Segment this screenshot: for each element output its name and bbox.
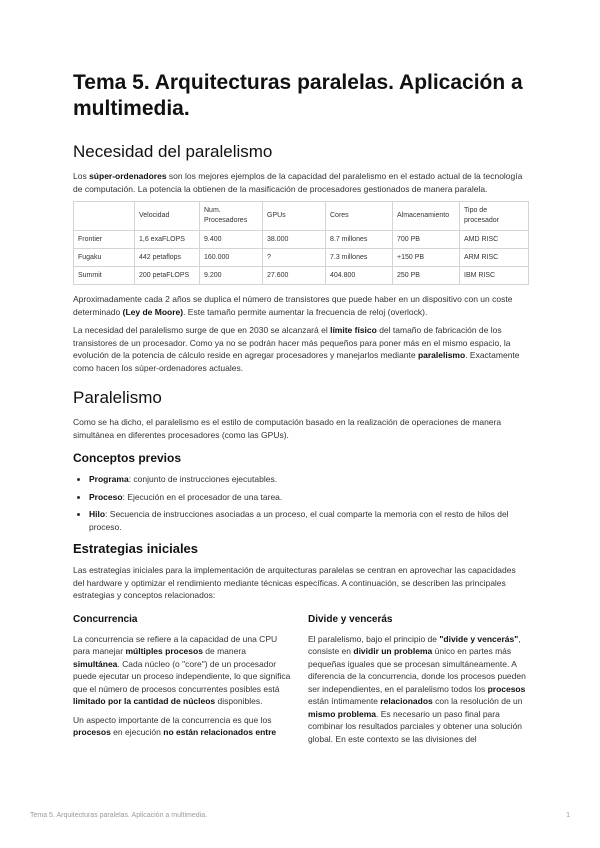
- table-cell: 8.7 millones: [326, 231, 393, 249]
- table-cell: 700 PB: [393, 231, 460, 249]
- paragraph: El paralelismo, bajo el principio de "divide y vencerás", consiste en dividir un problema único en partes más pequeñas iguales que se procesan simultáneamente. A diferencia de la concurrencia, donde los procesos pueden ser independientes, en el paralelismo todos los procesos están íntimamente relacionados con la resolución de un mismo problema. Es necesario un paso final para combinar los resultados parciales y obtener una solución global. En este contexto se las divisiones del: [308, 633, 526, 744]
- table-cell: 27.600: [263, 267, 326, 285]
- paragraph: Como se ha dicho, el paralelismo es el estilo de computación basado en la realización de operaciones de manera simultánea en diferentes procesadores (como las GPUs).: [73, 417, 502, 440]
- table-row: [74, 267, 529, 285]
- table-cell: 200 petaFLOPS: [135, 267, 200, 285]
- table-cell: 38.000: [263, 231, 326, 249]
- page-footer: [30, 812, 570, 819]
- list-item: • Hilo: Secuencia de instrucciones asociadas a un proceso, el cual comparte la memoria con el resto de hilos del proceso.: [89, 508, 529, 533]
- column-divide-venceras: [308, 614, 529, 752]
- paragraph: Los súper-ordenadores son los mejores ejemplos de la capacidad del paralelismo en el estado actual de la tecnología de computación. La potencia la obtienen de la masificación de procesadores gestionados de manera paralela.: [73, 171, 523, 194]
- subsection-heading-conceptos: Conceptos previos: [73, 451, 182, 465]
- table-cell: IBM RISC: [460, 267, 529, 285]
- section-heading-necesidad: Necesidad del paralelismo: [73, 142, 273, 161]
- column-heading: Concurrencia: [73, 613, 138, 625]
- table-row: [74, 231, 529, 249]
- subsection-heading-estrategias: Estrategias iniciales: [73, 541, 199, 556]
- page-title: Tema 5. Arquitecturas paralelas. Aplicación a multimedia.: [73, 71, 523, 120]
- table-cell: ?: [263, 249, 326, 267]
- column-concurrencia: [73, 614, 294, 752]
- table-cell: AMD RISC: [460, 231, 529, 249]
- table-header: Num. Procesadores: [200, 202, 263, 231]
- paragraph: Las estrategias iniciales para la implementación de arquitecturas paralelas se centran en aprovechar las capacidades del hardware y optimizar el rendimiento mediante técnicas específicas. A continuación, se describen las principales estrategias y conceptos relacionados:: [73, 565, 516, 600]
- concepts-list: [73, 473, 529, 533]
- list-item: • Proceso: Ejecución en el procesador de una tarea.: [89, 491, 529, 504]
- table-cell: 250 PB: [393, 267, 460, 285]
- page-number: 1: [566, 812, 570, 819]
- table-header: Cores: [326, 202, 393, 231]
- table-cell: 160.000: [200, 249, 263, 267]
- paragraph: Aproximadamente cada 2 años se duplica el número de transistores que puede haber en un dispositivo con un coste determinado (Ley de Moore). Este tamaño permite aumentar la frecuencia de reloj (overlock).: [73, 294, 513, 317]
- document-page: [73, 70, 529, 751]
- column-heading: Divide y vencerás: [308, 613, 393, 625]
- paragraph: Un aspecto importante de la concurrencia es que los procesos en ejecución no están relacionados entre: [73, 714, 277, 737]
- table-cell: +150 PB: [393, 249, 460, 267]
- paragraph: La concurrencia se refiere a la capacidad de una CPU para manejar múltiples procesos de manera simultánea. Cada núcleo (o "core") de un procesador puede ejecutar un proceso independiente, lo que significa que el número de procesos concurrentes posibles está limitado por la cantidad de núcleos disponibles.: [73, 633, 291, 706]
- table-header: GPUs: [263, 202, 326, 231]
- footer-title: Tema 5. Arquitecturas paralelas. Aplicación a multimedia.: [30, 812, 208, 819]
- supercomputer-table: [73, 201, 529, 285]
- paragraph: La necesidad del paralelismo surge de que en 2030 se alcanzará el límite físico del tamaño de fabricación de los transistores de un procesador. Como ya no se podrán hacer más pequeños para poner más en el mismo espacio, la evolución de la potencia de cálculo reside en agregar procesadores y manejarlos mediante paralelismo. Exactamente como hacen los súper-ordenadores actuales.: [73, 325, 520, 373]
- table-cell: Frontier: [74, 231, 135, 249]
- table-cell: Fugaku: [74, 249, 135, 267]
- table-header: Tipo de procesador: [460, 202, 529, 231]
- table-cell: 9.200: [200, 267, 263, 285]
- table-cell: 1,6 exaFLOPS: [135, 231, 200, 249]
- table-cell: 9.400: [200, 231, 263, 249]
- table-header: Almacenamiento: [393, 202, 460, 231]
- table-cell: 7.3 millones: [326, 249, 393, 267]
- table-cell: ARM RISC: [460, 249, 529, 267]
- table-row: [74, 249, 529, 267]
- table-cell: 442 petaflops: [135, 249, 200, 267]
- table-header: Velocidad: [135, 202, 200, 231]
- table-cell: 404.800: [326, 267, 393, 285]
- table-header-row: [74, 202, 529, 231]
- list-item: • Programa: conjunto de instrucciones ejecutables.: [89, 473, 529, 486]
- table-cell: Summit: [74, 267, 135, 285]
- section-heading-paralelismo: Paralelismo: [73, 388, 162, 407]
- table-header: [74, 202, 135, 231]
- two-column-section: [73, 614, 529, 752]
